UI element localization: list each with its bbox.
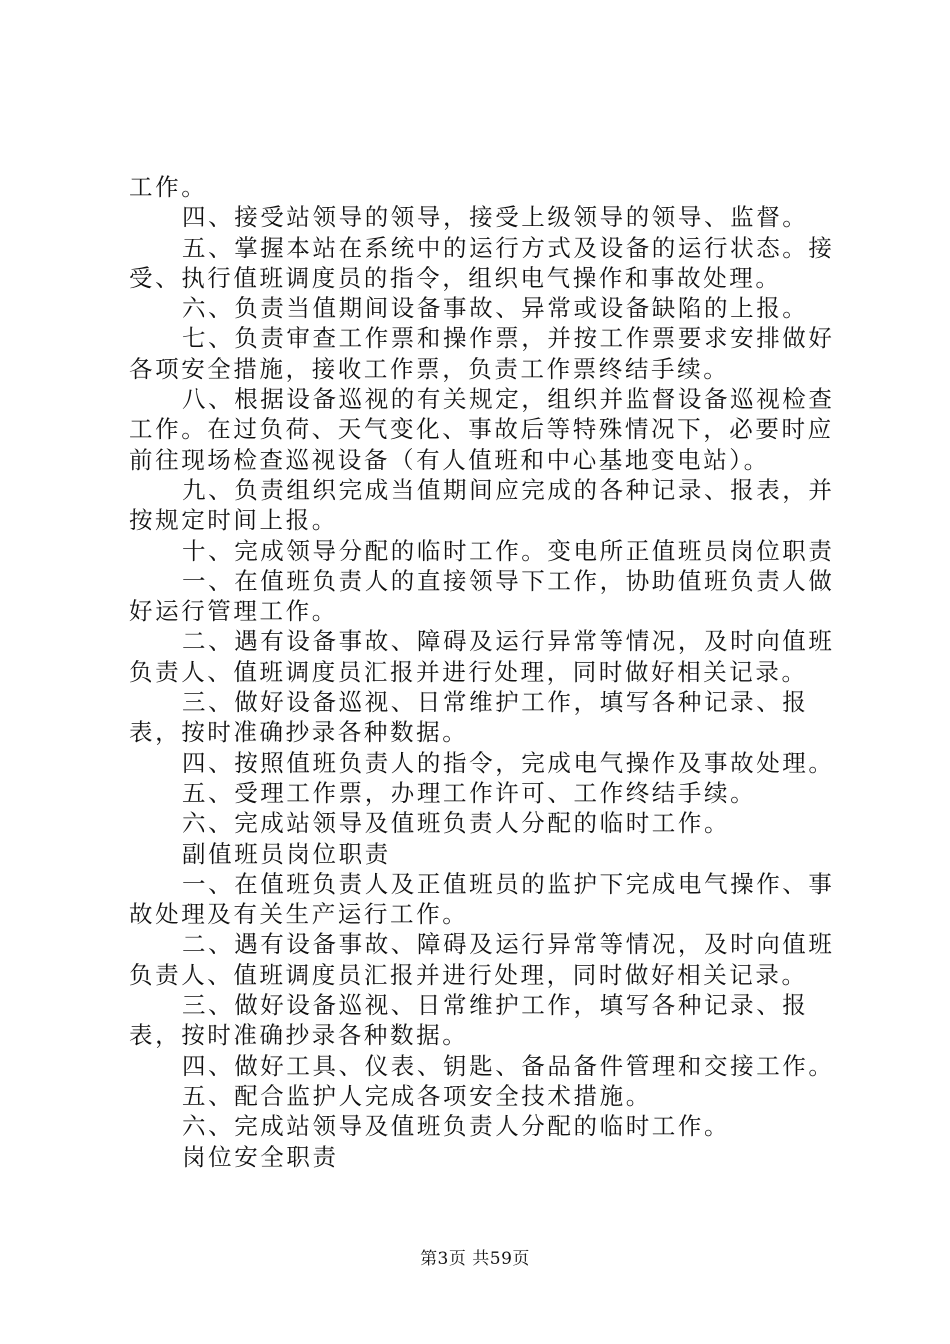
paragraph: 七、负责审查工作票和操作票，并按工作票要求安排做好各项安全措施，接收工作票，负责工作票终结手续。 — [129, 324, 835, 383]
paragraph: 五、受理工作票，办理工作许可、工作终结手续。 — [182, 778, 757, 807]
paragraph: 四、做好工具、仪表、钥匙、备品备件管理和交接工作。 — [182, 1051, 835, 1080]
paragraph: 六、完成站领导及值班负责人分配的临时工作。 — [182, 1112, 731, 1141]
paragraph: 二、遇有设备事故、障碍及运行异常等情况，及时向值班负责人、值班调度员汇报并进行处理，同时做好相关记录。 — [129, 930, 835, 989]
paragraph: 九、负责组织完成当值期间应完成的各种记录、报表，并按规定时间上报。 — [129, 475, 835, 535]
paragraph: 一、在值班负责人及正值班员的监护下完成电气操作、事故处理及有关生产运行工作。 — [129, 869, 835, 929]
paragraph: 三、做好设备巡视、日常维护工作，填写各种记录、报表，按时准确抄录各种数据。 — [129, 991, 809, 1050]
section-heading: 岗位安全职责 — [182, 1142, 339, 1171]
paragraph: 六、负责当值期间设备事故、异常或设备缺陷的上报。 — [182, 294, 809, 323]
page-number-footer: 第3页 共59页 — [420, 1249, 530, 1269]
paragraph: 十、完成领导分配的临时工作。变电所正值班员岗位职责 — [182, 536, 835, 565]
paragraph: 二、遇有设备事故、障碍及运行异常等情况，及时向值班负责人、值班调度员汇报并进行处理，同时做好相关记录。 — [129, 627, 835, 686]
section-heading: 副值班员岗位职责 — [182, 839, 391, 868]
paragraph: 六、完成站领导及值班负责人分配的临时工作。 — [182, 809, 731, 838]
document-body — [129, 172, 844, 1172]
paragraph: 三、做好设备巡视、日常维护工作，填写各种记录、报表，按时准确抄录各种数据。 — [129, 688, 809, 747]
paragraph: 五、掌握本站在系统中的运行方式及设备的运行状态。接受、执行值班调度员的指令，组织电气操作和事故处理。 — [129, 233, 835, 292]
paragraph: 八、根据设备巡视的有关规定，组织并监督设备巡视检查工作。在过负荷、天气变化、事故后等特殊情况下，必要时应前往现场检查巡视设备（有人值班和中心基地变电站）。 — [129, 385, 835, 474]
paragraph: 五、配合监护人完成各项安全技术措施。 — [182, 1081, 652, 1110]
paragraph: 工作。 — [129, 173, 208, 201]
paragraph: 一、在值班负责人的直接领导下工作，协助值班负责人做好运行管理工作。 — [129, 566, 835, 626]
paragraph: 四、接受站领导的领导，接受上级领导的领导、监督。 — [182, 203, 809, 232]
paragraph: 四、按照值班负责人的指令，完成电气操作及事故处理。 — [182, 748, 835, 777]
